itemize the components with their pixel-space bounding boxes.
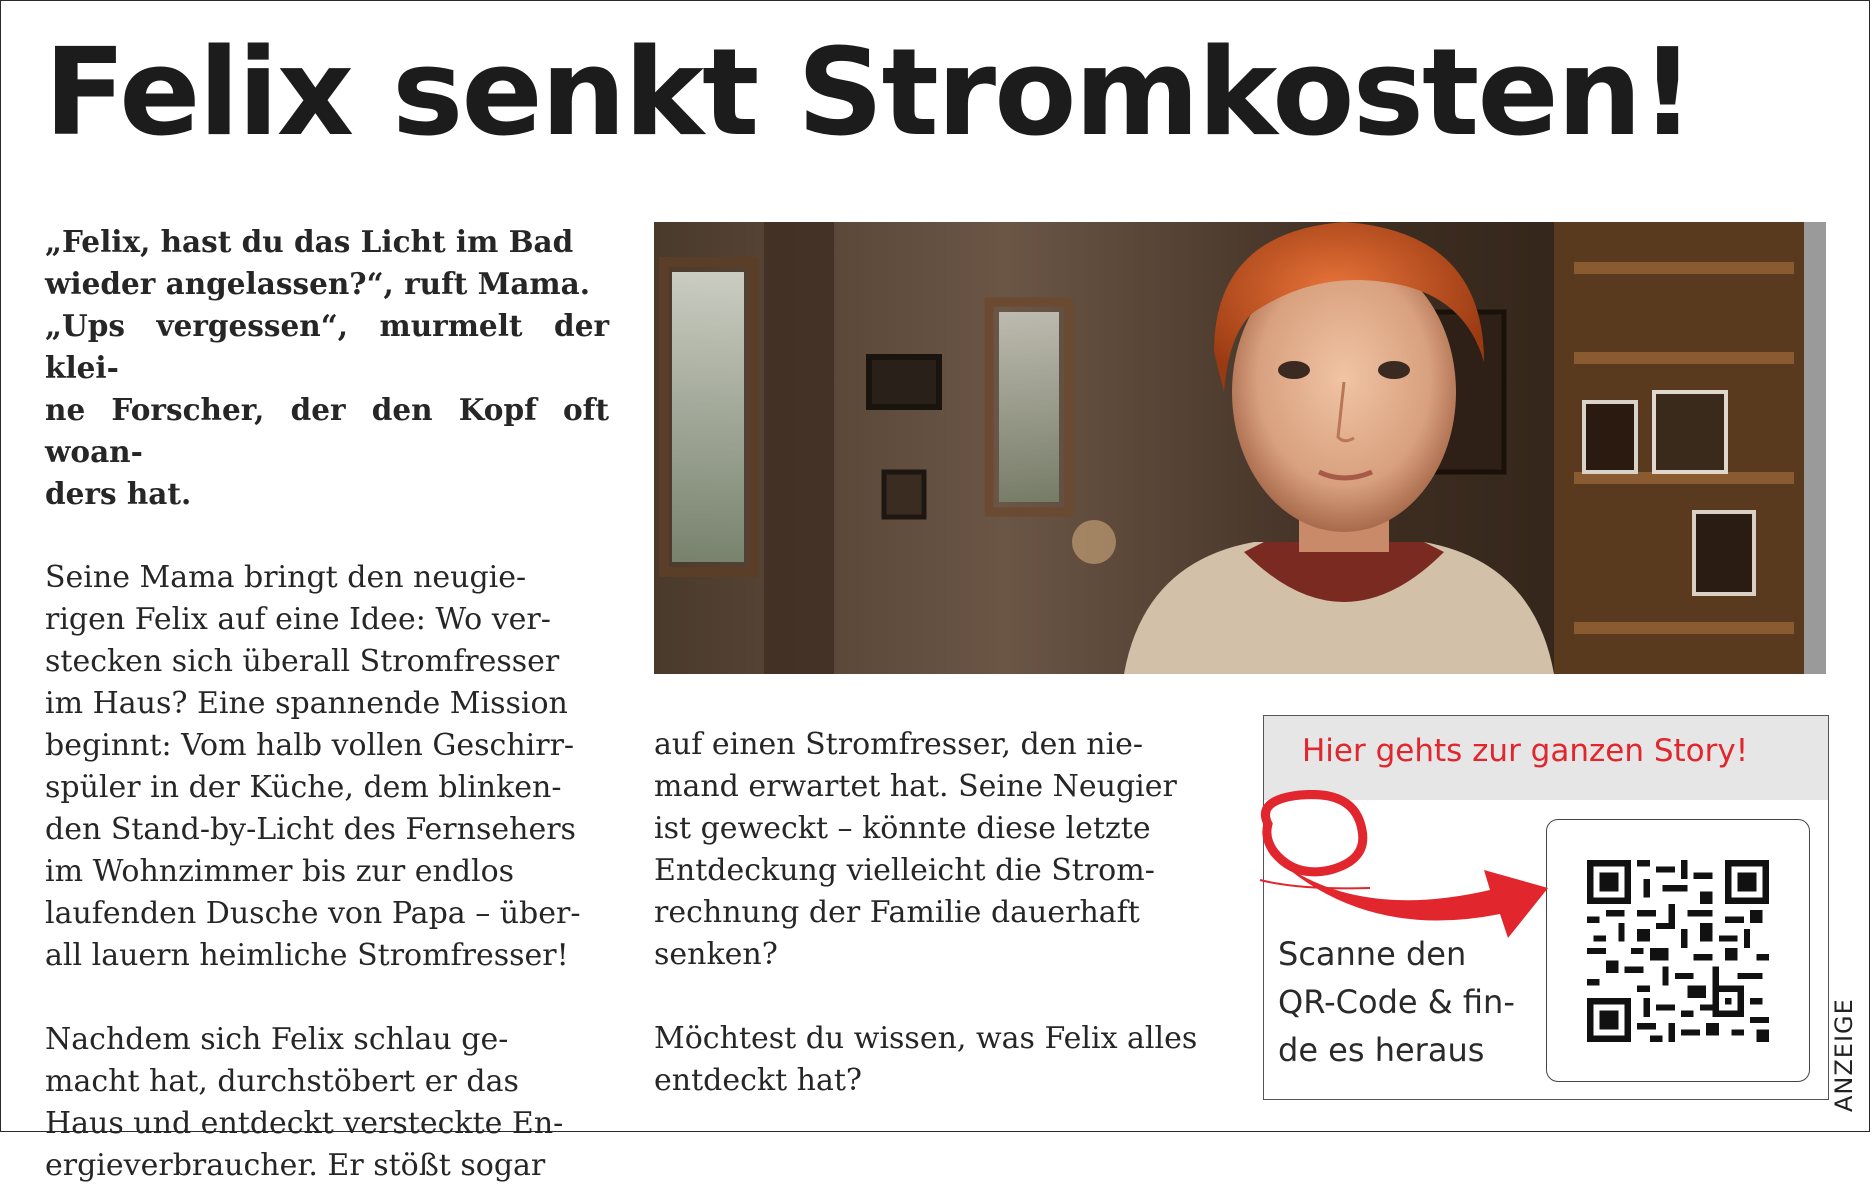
promo-header (1264, 716, 1828, 800)
lead-line: wieder angelassen?“, ruft Mama. (45, 266, 591, 301)
text-line: senken? (654, 937, 778, 972)
article-column-left (45, 221, 609, 1187)
body-paragraph-3 (654, 724, 1218, 976)
qr-code-frame[interactable] (1546, 819, 1810, 1082)
text-line: Nachdem sich Felix schlau ge- (45, 1022, 509, 1057)
promo-title: Hier gehts zur ganzen Story! (1302, 733, 1749, 769)
text-line: mand erwartet hat. Seine Neugier (654, 769, 1177, 804)
text-line: den Stand-by-Licht des Fernsehers (45, 812, 576, 847)
text-line: ist geweckt – könnte diese letzte (654, 811, 1151, 846)
promo-text-line: de es heraus (1278, 1031, 1485, 1069)
promo-text (1278, 930, 1548, 1074)
ad-label: ANZEIGE (1830, 998, 1858, 1112)
text-line: Haus und entdeckt versteckte En- (45, 1106, 564, 1141)
promo-text-line: Scanne den (1278, 935, 1467, 973)
lead-line: ders hat. (45, 476, 192, 511)
lead-line: ne Forscher, der den Kopf oft woan- (45, 392, 609, 469)
article-column-middle (654, 724, 1218, 1102)
body-paragraph-4 (654, 1018, 1218, 1102)
lead-line: „Ups vergessen“, murmelt der klei- (45, 308, 609, 385)
text-line: Seine Mama bringt den neugie- (45, 560, 527, 595)
text-line: spüler in der Küche, dem blinken- (45, 770, 562, 805)
body-paragraph-1 (45, 557, 609, 977)
boy-photo (654, 222, 1826, 674)
text-line: Möchtest du wissen, was Felix alles (654, 1021, 1198, 1056)
headline: Felix senkt Stromkosten! (44, 24, 1693, 163)
text-line: rigen Felix auf eine Idee: Wo ver- (45, 602, 551, 637)
text-line: all lauern heimliche Stromfresser! (45, 938, 569, 973)
text-line: im Haus? Eine spannende Mission (45, 686, 568, 721)
text-line: auf einen Stromfresser, den nie- (654, 727, 1144, 762)
promo-text-line: QR-Code & fin- (1278, 983, 1515, 1021)
text-line: im Wohnzimmer bis zur endlos (45, 854, 515, 889)
text-line: ergieverbraucher. Er stößt sogar (45, 1148, 546, 1183)
text-line: rechnung der Familie dauerhaft (654, 895, 1140, 930)
qr-code[interactable] (1587, 860, 1769, 1042)
text-line: beginnt: Vom halb vollen Geschirr- (45, 728, 575, 763)
lead-line: „Felix, hast du das Licht im Bad (45, 224, 574, 259)
text-line: macht hat, durchstöbert er das (45, 1064, 519, 1099)
lead-paragraph (45, 221, 609, 515)
text-line: laufenden Dusche von Papa – über- (45, 896, 581, 931)
curved-arrow-icon (1240, 790, 1560, 940)
text-line: stecken sich überall Stromfresser (45, 644, 560, 679)
text-line: Entdeckung vielleicht die Strom- (654, 853, 1155, 888)
body-paragraph-2 (45, 1019, 609, 1187)
text-line: entdeckt hat? (654, 1063, 863, 1098)
